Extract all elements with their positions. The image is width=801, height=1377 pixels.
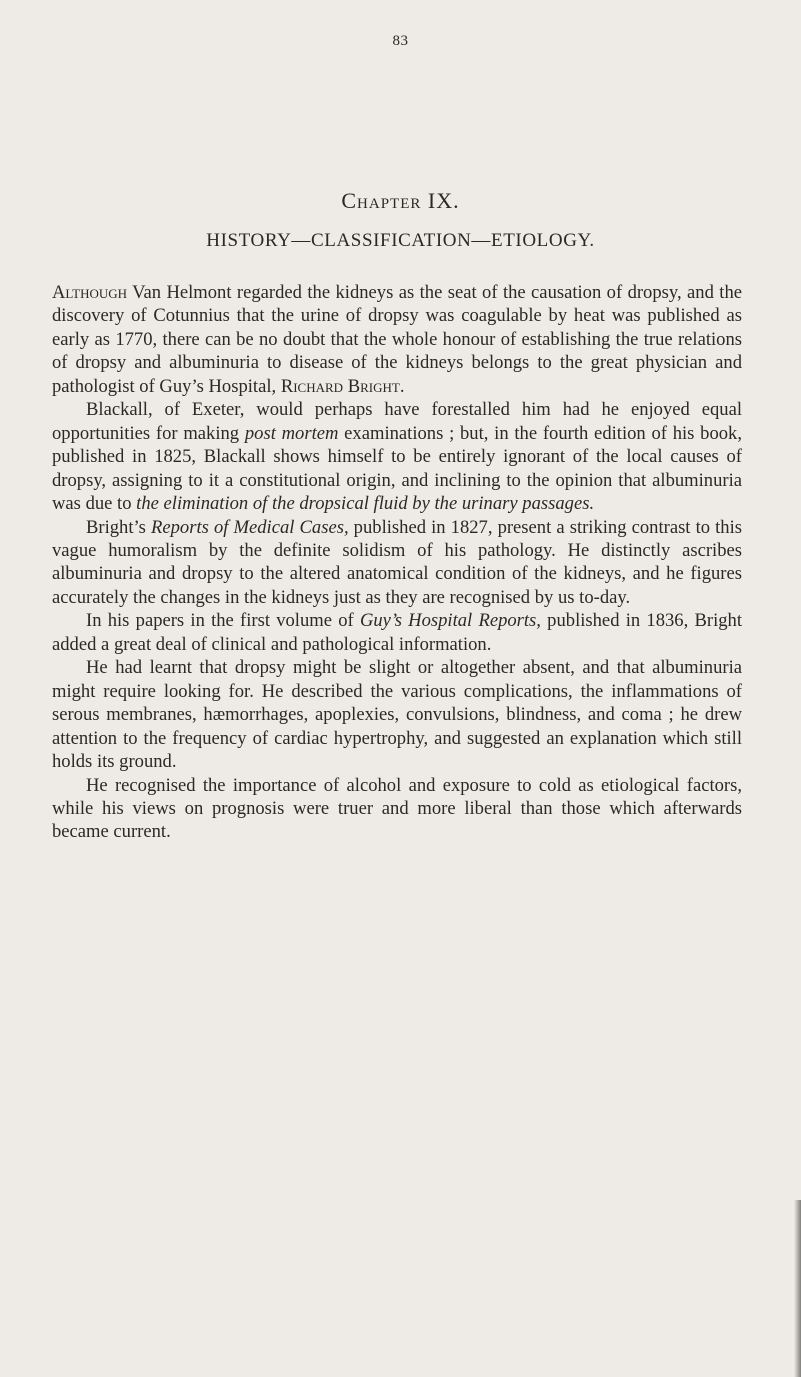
paragraph-text: Blackall, of Exeter, would perhaps have forestalled him had he enjoyed equal opportunities for making <box>52 399 742 444</box>
page-number: 83 <box>392 33 409 49</box>
paragraph-text: published in 1827, present a striking contrast to this vague humoralism by the definite solidism of his pathology. He distinctly ascribes albuminuria and dropsy to the altered anatomical condition of the kidneys, and he figures accurately the changes in the kidneys just as they are recognised by us to-day. <box>52 516 742 608</box>
paragraph-lead-word: Although <box>52 282 128 303</box>
body-text <box>52 281 742 844</box>
paragraph-6 <box>52 774 742 844</box>
paragraph-text: Van Helmont regarded the kidneys as the seat of the causation of dropsy, and the discovery of Cotunnius that the urine of dropsy was coagulable by heat was published as early as 1770, there can be no doubt that the whole honour of establishing the true relations of dropsy and albuminuria to disease of the kidneys belongs to the great physician and pathologist of Guy’s Hospital, <box>52 282 742 397</box>
chapter-heading: Chapter IX. <box>341 188 460 213</box>
author-name: Richard Bright <box>280 375 400 397</box>
paragraph-text: Bright’s <box>86 516 152 538</box>
paragraph-1 <box>52 281 742 398</box>
italic-phrase: post mortem <box>244 422 339 444</box>
paragraph-text: published in 1836, Bright added a great deal of clinical and pathological information. <box>52 610 742 655</box>
book-title: Reports of Medical Cases, <box>151 516 349 538</box>
paragraph-text: examinations ; but, in the fourth edition of his book, published in 1825, Blackall shows himself to be entirely ignorant of the local causes of dropsy, assigning to it a constitutional origin, and inclining to the opinion that albuminuria was due to <box>52 422 742 515</box>
page-edge-shadow <box>794 1200 801 1377</box>
italic-phrase: the elimination of the dropsical fluid by the urinary passages. <box>136 493 595 515</box>
paragraph-text: In his papers in the first volume of <box>86 610 360 632</box>
paragraph-3 <box>52 516 742 610</box>
paragraph-5 <box>52 656 742 773</box>
section-heading: HISTORY—CLASSIFICATION—ETIOLOGY. <box>206 230 595 251</box>
paragraph-4 <box>52 609 742 656</box>
paragraph-text: He had learnt that dropsy might be slight or altogether absent, and that albuminuria might require looking for. He described the various complications, the inflammations of serous membranes, hæmorrhages, apoplexies, convulsions, blindness, and coma ; he drew attention to the frequency of cardiac hypertrophy, and suggested an explanation which still holds its ground. <box>52 657 742 773</box>
paragraph-2 <box>52 398 742 515</box>
paragraph-text: He recognised the importance of alcohol and exposure to cold as etiological factors, while his views on prognosis were truer and more liberal than those which afterwards became current. <box>52 774 742 843</box>
paragraph-text: . <box>399 375 405 397</box>
book-title: Guy’s Hospital Reports, <box>359 610 541 632</box>
